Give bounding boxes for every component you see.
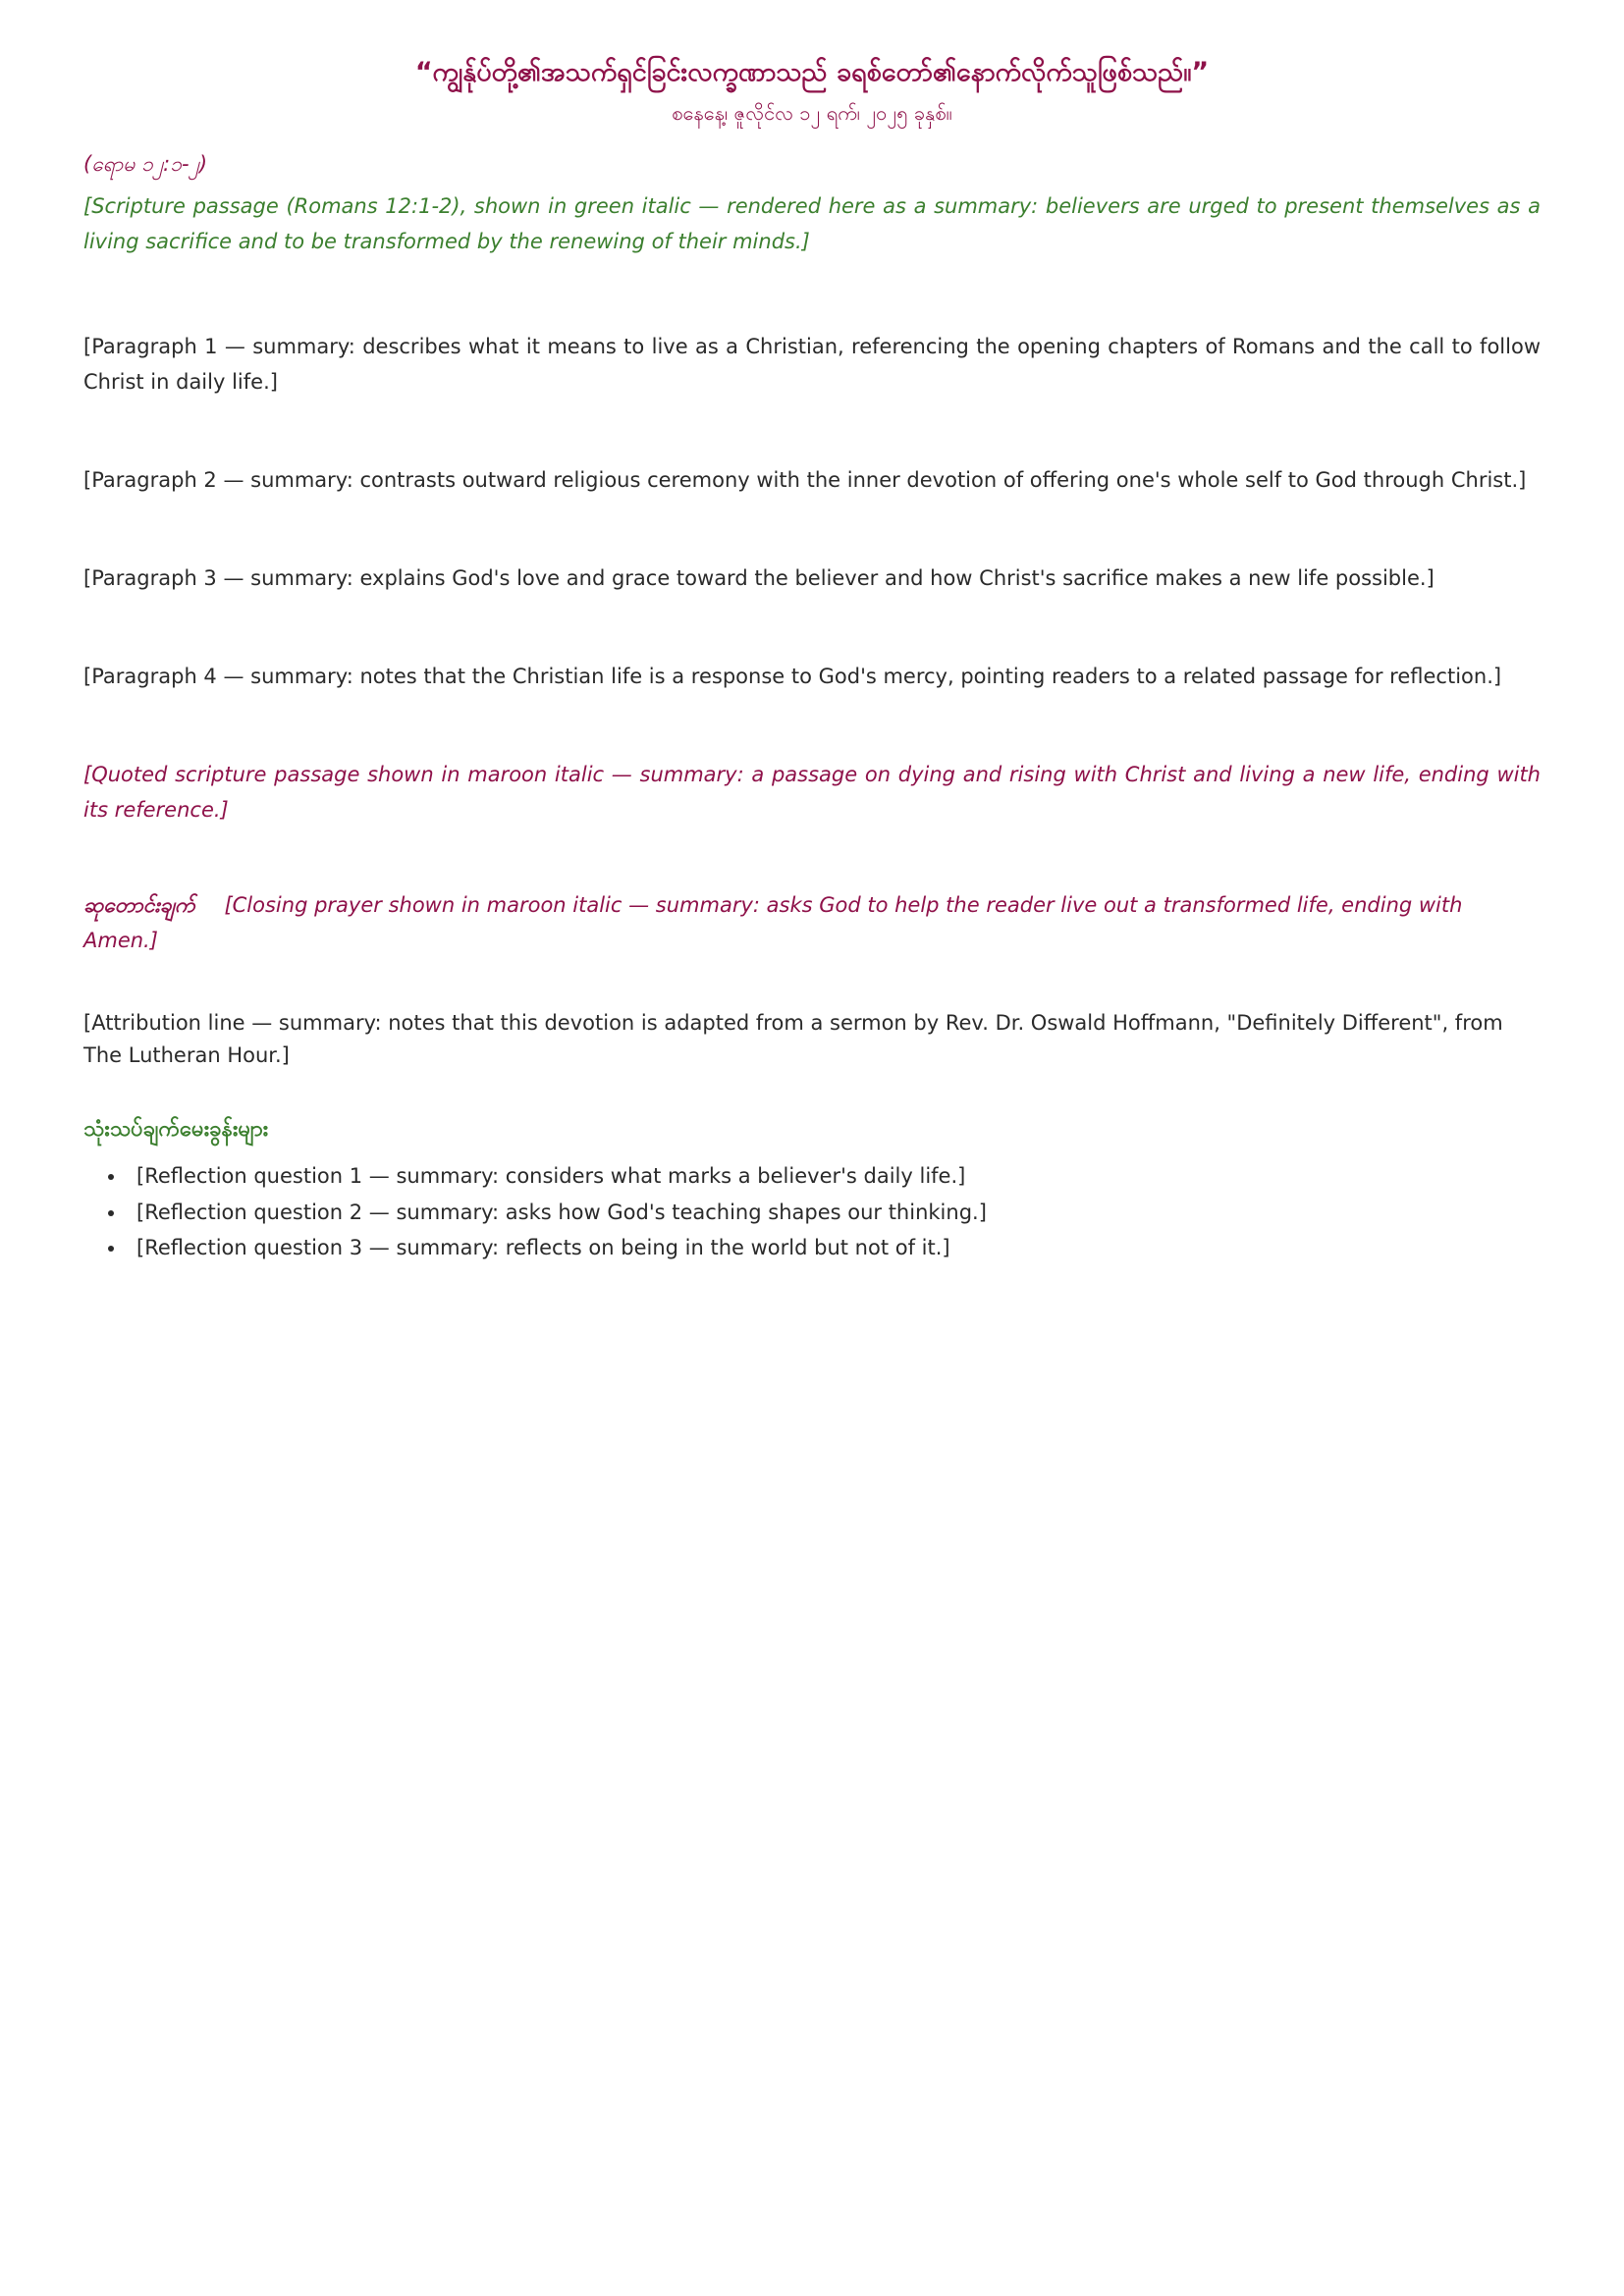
questions-list (83, 1158, 1541, 1266)
body-paragraph-1: [Paragraph 1 — summary: describes what it means to live as a Christian, referencing the opening chapters of Romans and the call to follow Christ in daily life.] (83, 334, 1541, 394)
quoted-passage: [Quoted scripture passage shown in maroon italic — summary: a passage on dying and rising with Christ and living a new life, ending with its reference.] (83, 763, 1541, 823)
page-date: စနေနေ့၊ ဇူလိုင်လ ၁၂ ရက်၊ ၂၀၂၅ ခုနှစ်။ (672, 101, 952, 126)
scripture-passage: [Scripture passage (Romans 12:1-2), shown in green italic — rendered here as a summary: believers are urged to present themselves as a living sacrifice and to be transformed by the renewing of their minds.] (83, 194, 1541, 254)
list-item: • [Reflection question 1 — summary: considers what marks a believer's daily life.] (127, 1158, 1541, 1195)
list-item: • [Reflection question 3 — summary: reflects on being in the world but not of it.] (127, 1230, 1541, 1266)
source-credit: [Attribution line — summary: notes that this devotion is adapted from a sermon by Rev. Dr. Oswald Hoffmann, "Definitely Different", from The Lutheran Hour.] (83, 1010, 1503, 1068)
page-title: “ကျွန်ုပ်တို့၏အသက်ရှင်ခြင်းလက္ခဏာသည် ခရစ်တော်၏နောက်လိုက်သူဖြစ်သည်။” (414, 57, 1210, 87)
body-paragraph-2: [Paragraph 2 — summary: contrasts outward religious ceremony with the inner devotion of offering one's whole self to God through Christ.] (83, 468, 1527, 493)
prayer-text: [Closing prayer shown in maroon italic — summary: asks God to help the reader live out a transformed life, ending with Amen.] (83, 892, 1463, 952)
body-paragraph-3: [Paragraph 3 — summary: explains God's love and grace toward the believer and how Christ's sacrifice makes a new life possible.] (83, 566, 1435, 591)
prayer-block (83, 887, 1541, 958)
scripture-reference: (ရောမ ၁၂:၁-၂) (83, 152, 208, 177)
questions-heading: သုံးသပ်ချက်မေးခွန်းများ (83, 1116, 269, 1142)
list-item: • [Reflection question 2 — summary: asks how God's teaching shapes our thinking.] (127, 1195, 1541, 1231)
prayer-label: ဆုတောင်းချက် (83, 892, 195, 917)
body-paragraph-4: [Paragraph 4 — summary: notes that the Christian life is a response to God's mercy, pointing readers to a related passage for reflection.] (83, 665, 1502, 689)
